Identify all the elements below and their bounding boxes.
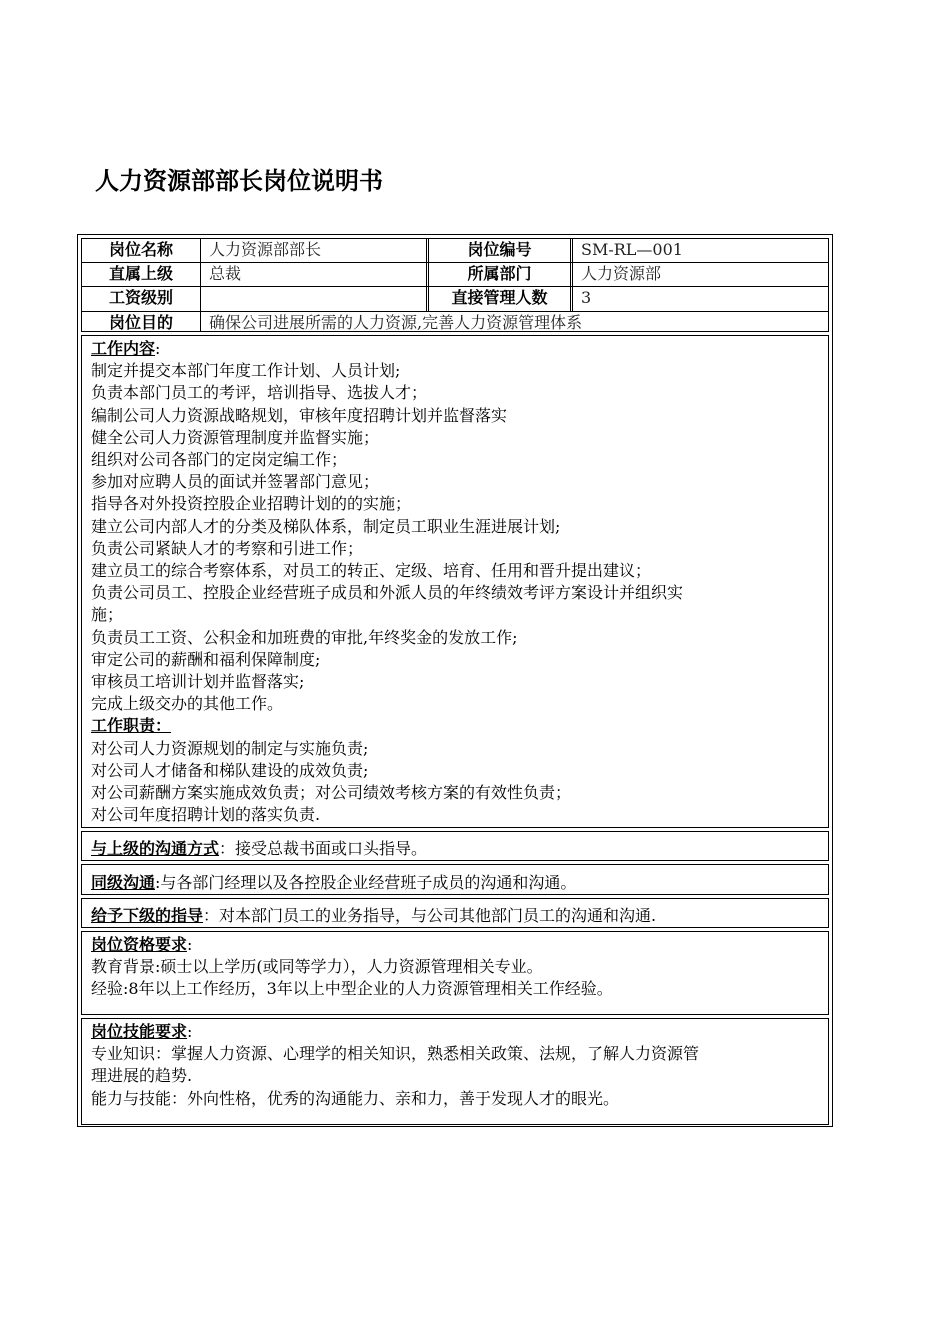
value-department: 人力资源部 [570,263,828,286]
subordinate-guidance-heading: 给予下级的指导 [91,906,204,925]
superior-communication-value: ：接受总裁书面或口头指导。 [219,839,428,858]
work-content-line: 负责员工工资、公积金和加班费的审批,年终奖金的发放工作; [91,627,518,647]
qualification-line: 教育背景:硕士以上学历(或同等学力），人力资源管理相关专业。 [91,957,543,977]
work-content-line: 建立公司内部人才的分类及梯队体系，制定员工职业生涯进展计划; [91,516,561,536]
superior-communication-text [82,836,828,860]
work-content-line: 指导各对外投资控股企业招聘计划的的实施； [91,494,412,514]
label-superior: 直属上级 [108,264,173,283]
work-content-line: 负责公司紧缺人才的考察和引进工作； [91,538,364,558]
work-content-line: 负责本部门员工的考评，培训指导、选拔人才； [91,383,428,403]
skills-line: 专业知识：掌握人力资源、心理学的相关知识，熟悉相关政策、法规，了解人力资源管 [91,1044,700,1064]
work-section [81,335,829,828]
work-content-block [82,336,828,826]
skills-row [81,1018,829,1125]
qualification-heading: 岗位资格要求 [91,935,188,954]
skills-heading: 岗位技能要求 [91,1022,188,1041]
job-description-table [77,234,833,1127]
peer-communication-text [82,870,828,894]
work-duty-line: 对公司人力资源规划的制定与实施负责; [91,738,369,758]
skills-line: 理进展的趋势. [91,1066,193,1086]
value-superior: 总裁 [200,263,426,286]
qualification-colon: : [187,935,193,954]
superior-communication-row [81,831,829,861]
work-content-line: 健全公司人力资源管理制度并监督实施； [91,427,380,447]
value-position-code: SM-RL—001 [570,239,828,262]
work-duty-line: 对公司人才储备和梯队建设的成效负责; [91,760,369,780]
value-direct-reports: 3 [570,287,828,311]
work-content-line: 施； [91,605,124,625]
page-title: 人力资源部部长岗位说明书 [95,167,383,195]
subordinate-guidance-text [82,903,828,927]
work-content-line: 编制公司人力资源战略规划，审核年度招聘计划并监督落实 [91,405,508,425]
superior-communication-heading: 与上级的沟通方式 [91,839,220,858]
skills-colon: : [187,1022,193,1041]
qualification-line: 经验:8年以上工作经历，3年以上中型企业的人力资源管理相关工作经验。 [91,979,613,999]
work-content-heading: 工作内容 [91,339,156,358]
work-content-colon: : [155,339,161,358]
value-salary-grade [200,287,426,311]
work-content-line: 制定并提交本部门年度工作计划、人员计划; [91,361,401,381]
peer-communication-row [81,864,829,895]
label-position-code: 岗位编号 [426,239,570,262]
label-direct-reports: 直接管理人数 [426,287,570,311]
work-content-line: 负责公司员工、控股企业经营班子成员和外派人员的年终绩效考评方案设计并组织实 [91,583,684,603]
work-duty-heading: 工作职责： [91,716,172,736]
peer-communication-value: :与各部门经理以及各控股企业经营班子成员的沟通和沟通。 [155,873,577,892]
work-content-line: 完成上级交办的其他工作。 [91,694,284,714]
work-duty-line: 对公司年度招聘计划的落实负责. [91,805,321,825]
work-content-line: 建立员工的综合考察体系，对员工的转正、定级、培育、任用和晋升提出建议； [91,561,652,581]
work-content-line: 审定公司的薪酬和福利保障制度; [91,649,321,669]
value-position-name: 人力资源部部长 [200,239,426,262]
info-row-salary-grade [81,286,829,311]
value-purpose: 确保公司进展所需的人力资源,完善人力资源管理体系 [200,312,828,335]
work-duty-line: 对公司薪酬方案实施成效负责；对公司绩效考核方案的有效性负责； [91,783,572,803]
subordinate-guidance-value: ：对本部门员工的业务指导，与公司其他部门员工的沟通和沟通. [203,906,657,925]
info-row-superior [81,262,829,286]
work-content-line: 审核员工培训计划并监督落实; [91,672,305,692]
label-department: 所属部门 [426,263,570,286]
info-row-purpose [81,311,829,335]
qualification-row [81,931,829,1015]
subordinate-guidance-row [81,898,829,928]
label-position-name: 岗位名称 [108,240,173,259]
info-row-position-name [81,238,829,262]
qualification-block [82,932,828,1001]
peer-communication-heading: 同级沟通 [91,873,156,892]
label-purpose: 岗位目的 [108,313,173,332]
label-salary-grade: 工资级别 [108,288,173,307]
work-content-line: 组织对公司各部门的定岗定编工作； [91,450,348,470]
skills-block [82,1019,828,1110]
skills-line: 能力与技能：外向性格，优秀的沟通能力、亲和力，善于发现人才的眼光。 [91,1088,620,1108]
work-content-line: 参加对应聘人员的面试并签署部门意见； [91,472,380,492]
